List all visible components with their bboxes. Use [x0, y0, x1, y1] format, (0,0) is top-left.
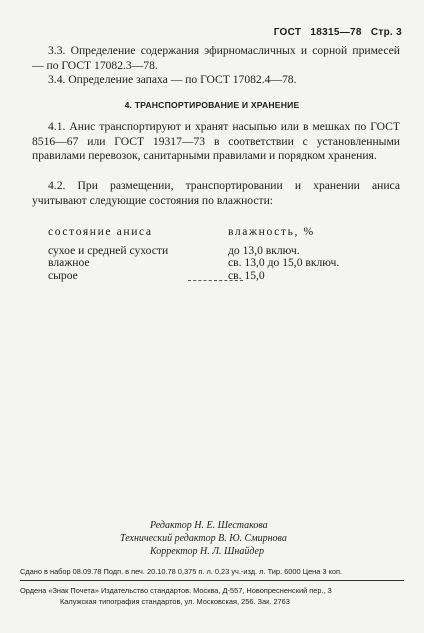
- row-state: сухое и средней сухости: [48, 243, 169, 257]
- paragraph-3-3: 3.3. Определение содержания эфирномасличных и сорной примесей — по ГОСТ 17082.3—78.: [32, 44, 400, 72]
- header-gost: ГОСТ: [273, 27, 302, 38]
- paragraph-4-2: 4.2. При размещении, транспортировании и хранении аниса учитывают следующие состояния по влажности:: [32, 179, 400, 207]
- paragraph-4-1: 4.1. Анис транспортируют и хранят насыпью или в мешках по ГОСТ 8516—67 или ГОСТ 19317—73 в соответствии с установленными правилами перевозок, санитарными правилами и порядком хранения.: [32, 120, 400, 162]
- section-divider: [188, 280, 243, 281]
- imprint-rule: [20, 580, 404, 581]
- table-header-row: [48, 226, 378, 245]
- page-header: [268, 27, 402, 38]
- credits-block: [120, 519, 360, 558]
- paragraph-3-4: 3.4. Определение запаха — по ГОСТ 17082.4—78.: [48, 73, 297, 86]
- table-row: [48, 257, 378, 270]
- col-state-header: состояние аниса: [48, 225, 153, 238]
- imprint-print-details: Сдано в набор 08.09.78 Подп. в печ. 20.10.78 0,375 п. л. 0,23 уч.-изд. л. Тир. 6000 Цена 3 коп.: [20, 567, 343, 576]
- row-value: св. 15,0: [228, 268, 265, 282]
- imprint-publisher: Ордена «Знак Почета» Издательство стандартов. Москва, Д-557, Новопресненский пер., 3: [20, 586, 332, 595]
- imprint-printer: Калужская типография стандартов, ул. Московская, 256. Зак. 2763: [60, 597, 290, 606]
- col-moisture-header: влажность, %: [228, 225, 315, 238]
- tech-editor-credit: Технический редактор В. Ю. Смирнова: [120, 533, 287, 544]
- header-number: 18315—78: [310, 27, 362, 38]
- imprint-block: [20, 566, 404, 607]
- section-title: 4. ТРАНСПОРТИРОВАНИЕ И ХРАНЕНИЕ: [124, 100, 300, 110]
- row-state: влажное: [48, 256, 90, 270]
- row-state: сырое: [48, 268, 78, 282]
- moisture-table: [48, 226, 378, 282]
- editor-credit: Редактор Н. Е. Шестакова: [150, 520, 268, 531]
- row-value: св. 13,0 до 15,0 включ.: [228, 256, 340, 270]
- row-value: до 13,0 включ.: [228, 243, 300, 257]
- corrector-credit: Корректор Н. Л. Шнайдер: [150, 546, 264, 557]
- header-page: Стр. 3: [370, 27, 402, 38]
